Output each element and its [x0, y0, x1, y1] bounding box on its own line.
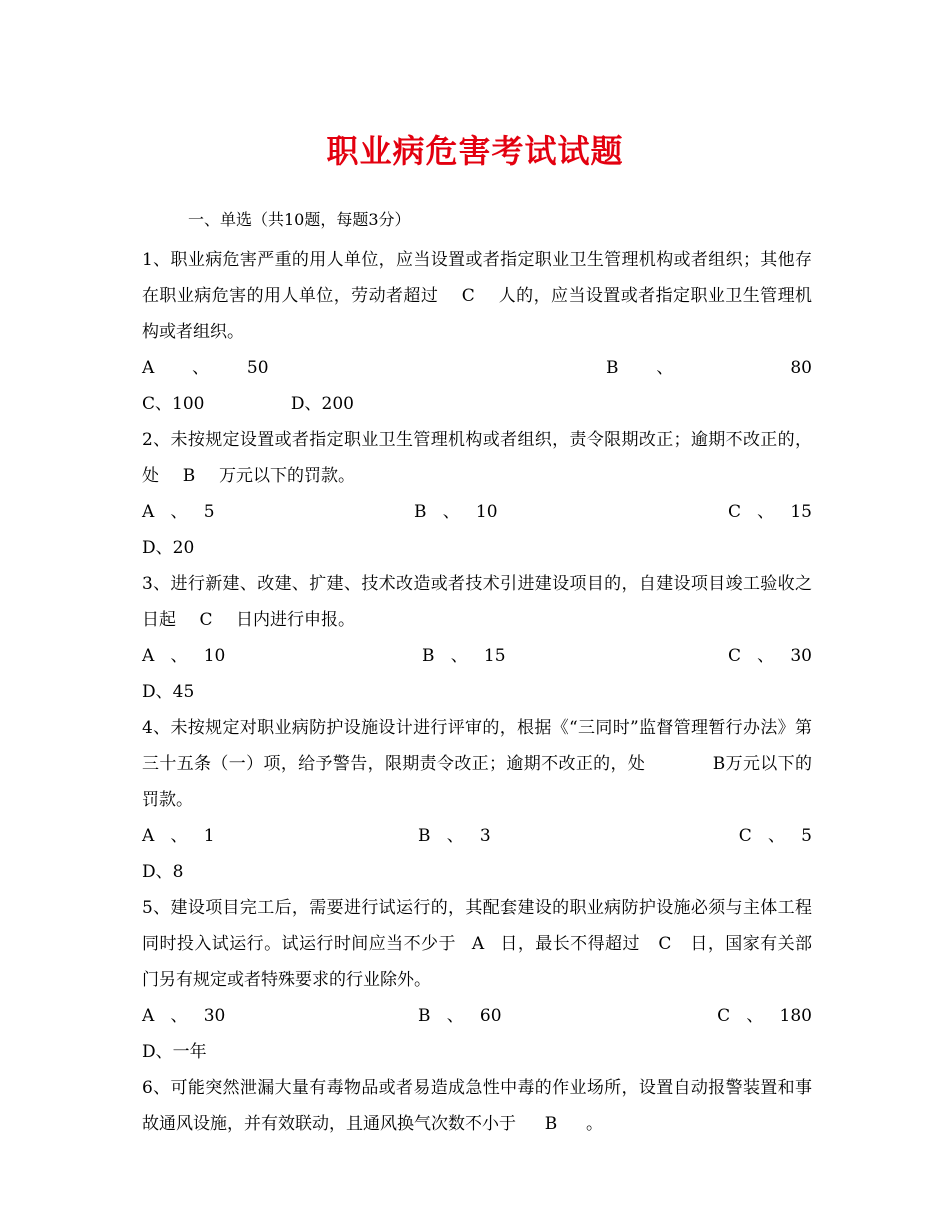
options-row — [142, 998, 812, 1034]
question-text: 万元以下的罚款。 — [142, 754, 812, 810]
question-text: 6、可能突然泄漏大量有毒物品或者易造成急性中毒的作业场所，设置自动报警装置和事故通风设施，并有效联动，且通风换气次数不小于 — [142, 1078, 812, 1134]
option-a: A 、 10 — [142, 646, 226, 666]
option-c: C 、 180 — [717, 1006, 812, 1026]
question-text: 5、建设项目完工后，需要进行试运行的，其配套建设的职业病防护设施必须与主体工程同时投入试运行。试运行时间应当不少于 — [142, 898, 812, 954]
question-text: 万元以下的罚款。 — [219, 466, 355, 486]
option-c: C 、 15 — [727, 502, 812, 522]
question-1 — [142, 242, 812, 350]
question-text: 4、未按规定对职业病防护设施设计进行评审的，根据《“三同时”监督管理暂行办法》第三十五条（一）项，给予警告，限期责令改正；逾期不改正的，处 — [142, 718, 812, 774]
question-5 — [142, 890, 812, 998]
option-a: A 、 5 — [142, 502, 215, 522]
option-b: B 、 3 — [418, 826, 491, 846]
option-d: D、一年 — [142, 1042, 207, 1062]
option-b: B 、 10 — [414, 502, 498, 522]
option-b: B 、 — [606, 358, 674, 378]
answer: C — [658, 934, 672, 954]
question-text: 1、职业病危害严重的用人单位，应当设置或者指定职业卫生管理机构或者组织；其他存在职业病危害的用人单位，劳动者超过 — [142, 250, 812, 306]
options-row — [142, 494, 812, 530]
question-text: 日内进行申报。 — [236, 610, 355, 630]
option-a: A 、 30 — [142, 1006, 226, 1026]
question-text: 日，最长不得超过 — [499, 934, 640, 954]
answer: B — [544, 1114, 558, 1134]
question-text: 人的，应当设置或者指定职业卫生管理机构或者组织。 — [142, 286, 813, 342]
answer: C — [461, 286, 475, 306]
options-row — [142, 350, 812, 386]
options-row — [142, 638, 812, 674]
question-3 — [142, 566, 812, 638]
question-text: 日，国家有关部门另有规定或者特殊要求的行业除外。 — [142, 934, 813, 990]
question-text: 。 — [586, 1114, 603, 1134]
option-a: A 、 1 — [142, 826, 215, 846]
answer: A — [471, 934, 485, 954]
option-c: 80 — [790, 358, 812, 378]
answer: B — [182, 466, 196, 486]
question-list — [142, 242, 812, 1142]
option-b: B 、 60 — [418, 1006, 502, 1026]
option-d: C、100 D、200 — [142, 394, 354, 414]
question-2 — [142, 422, 812, 494]
option-b: B 、 15 — [422, 646, 506, 666]
option-c: C 、 30 — [727, 646, 812, 666]
option-d: D、8 — [142, 862, 184, 882]
question-6 — [142, 1070, 812, 1142]
option-d: D、20 — [142, 538, 195, 558]
answer: B — [712, 754, 726, 774]
question-4 — [142, 710, 812, 818]
question-text: 3、进行新建、改建、扩建、技术改造或者技术引进建设项目的，自建设项目竣工验收之日起 — [142, 574, 812, 630]
options-row — [142, 818, 812, 854]
option-d: D、45 — [142, 682, 195, 702]
answer: C — [199, 610, 213, 630]
option-c: C 、 5 — [738, 826, 812, 846]
document-title: 职业病危害考试试题 — [326, 132, 624, 170]
section-heading: 一、单选（共10题，每题3分） — [188, 210, 411, 229]
question-text: 2、未按规定设置或者指定职业卫生管理机构或者组织，责令限期改正；逾期不改正的，处 — [142, 430, 812, 486]
option-a: A 、 50 — [142, 358, 269, 378]
